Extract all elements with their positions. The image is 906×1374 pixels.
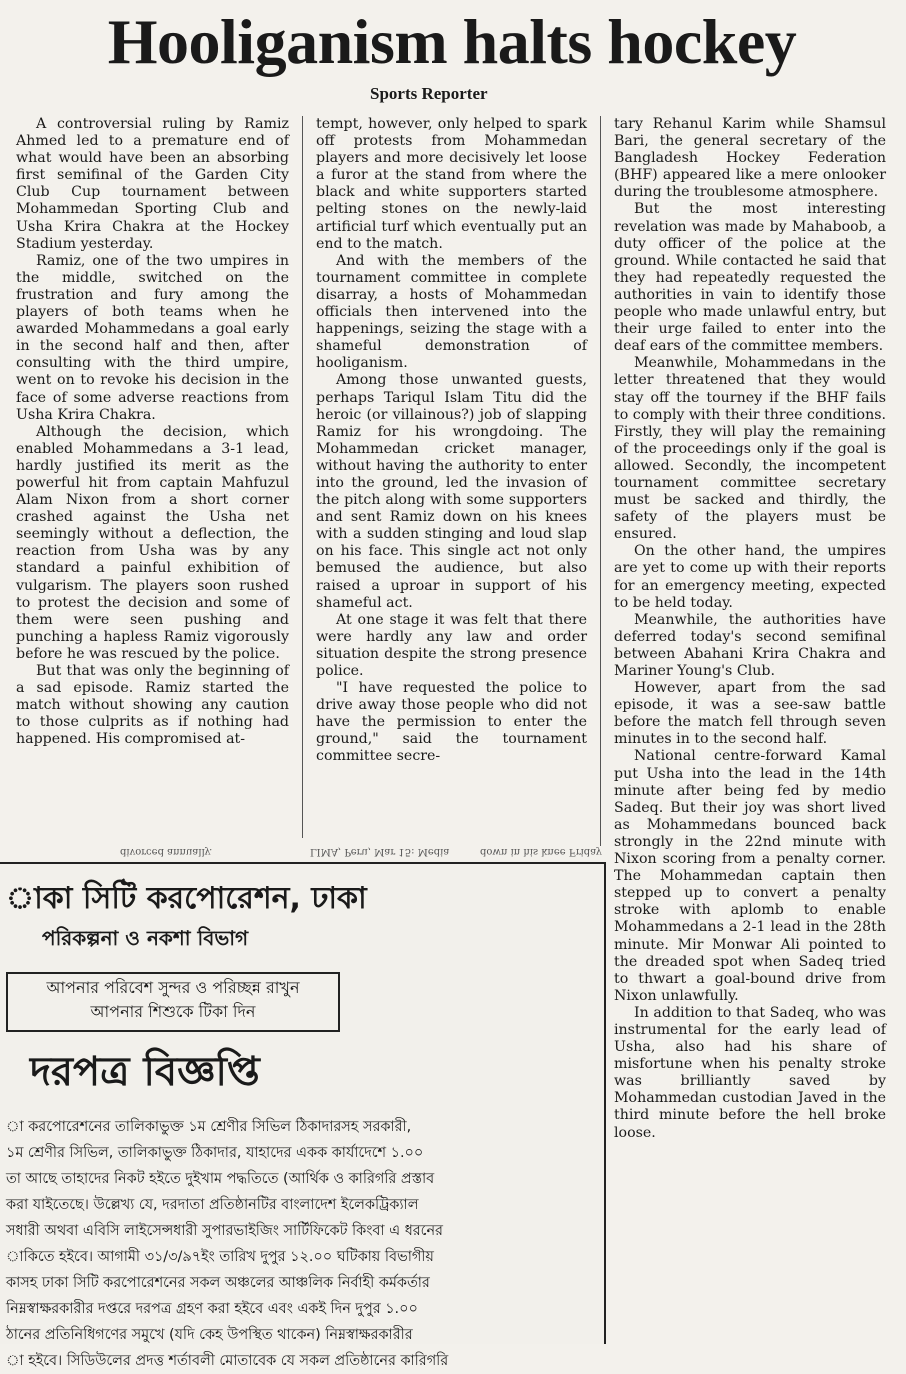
paragraph: At one stage it was felt that there were hardly any law and order situation despite the strong presence police. xyxy=(316,611,587,679)
ad-line: ১ম শ্রেণীর সিভিল, তালিকাভুক্ত ঠিকাদার, যাহাদের একক কার্যাদেশে ১.০০ xyxy=(6,1145,424,1161)
paragraph: But the most interesting revelation was made by Mahaboob, a duty officer of the police at the ground. While contacted he said that they had repeatedly requested the authorities in vain to identify those people who made unlawful entry, but their urge failed to enter into the deaf ears of the committee members. xyxy=(614,201,886,355)
paragraph: tempt, however, only helped to spark off protests from Mohammedan players and more decisively let loose a furor at the stand from where the black and white supporters started pelting stones on the newly-laid artificial turf which eventually put an end to the match. xyxy=(316,116,587,252)
article-column-2 xyxy=(316,116,587,838)
ad-line: কাসহ ঢাকা সিটি করপোরেশনের সকল অঞ্চলের আঞ্চলিক নির্বাহী কর্মকর্তার xyxy=(6,1275,430,1291)
ad-department: পরিকল্পনা ও নকশা বিভাগ xyxy=(42,926,249,950)
paragraph: In addition to that Sadeq, who was instrumental for the early lead of Usha, also had his share of misfortune when his penalty stroke was brilliantly saved by Mohammedan custodian Javed in the third minute before the hell broke loose. xyxy=(614,1004,886,1141)
ad-line: া করপোরেশনের তালিকাভুক্ত ১ম শ্রেণীর সিভিল ঠিকাদারসহ সরকারী, xyxy=(6,1119,412,1135)
paragraph: "I have requested the police to drive away those people who did not have the permission to enter the ground," said the tournament committee secre- xyxy=(316,680,587,765)
paragraph: And with the members of the tournament committee in complete disarray, a hosts of Mohammedan officials then intervened into the happenings, seizing the stage with a shameful demonstration of hooliganism. xyxy=(316,252,587,372)
tender-advertisement xyxy=(0,862,606,1369)
paragraph: A controversial ruling by Ramiz Ahmed led to a premature end of what would have been an absorbing first semifinal of the Garden City Club Cup tournament between Mohammedan Sporting Club and Usha Krira Chakra at the Hockey Stadium yesterday. xyxy=(16,116,289,252)
paragraph: Among those unwanted guests, perhaps Tariqul Islam Titu did the heroic (or villainous?) job of slapping Ramiz for his wrongdoing. The Mohammedan cricket manager, without having the authority to enter into the ground, led the invasion of the pitch along with some supporters and sent Ramiz down on his knees with a sudden stinging and loud slap on his face. This single act not only bemused the audience, but also raised a uproar in support of his shameful act. xyxy=(316,372,587,611)
paragraph: Ramiz, one of the two umpires in the middle, switched on the frustration and fury among the players of both teams when he awarded Mohammedans a goal early in the second half and then, after consulting with the third umpire, went on to revoke his decision in the face of some adverse reactions from Usha Krira Chakra. xyxy=(16,252,289,423)
headline: Hooliganism halts hockey xyxy=(107,6,797,77)
column-rule xyxy=(600,116,601,846)
ad-line: তা আছে তাহাদের নিকট হইতে দুইখাম পদ্ধতিতে (আর্থিক ও কারিগরি প্রস্তাব xyxy=(6,1171,435,1187)
paragraph: But that was only the beginning of a sad episode. Ramiz started the match without showing any caution to those culprits as if nothing had happened. His compromised at- xyxy=(16,663,289,748)
ad-line: া হইবে। সিডিউলের প্রদত্ত শর্তাবলী মোতাবেক যে সকল প্রতিষ্ঠানের কারিগরি xyxy=(6,1353,449,1369)
paragraph: Meanwhile, the authorities have deferred today's second semifinal between Abahani Krira Chakra and Mariner Young's Club. xyxy=(614,611,886,679)
byline: Sports Reporter xyxy=(370,84,488,103)
article-column-1 xyxy=(16,116,289,836)
article-column-3 xyxy=(614,116,886,1331)
ad-title: াকা সিটি করপোরেশন, ঢাকা xyxy=(6,881,367,916)
paragraph: On the other hand, the umpires are yet to come up with their reports for an emergency meeting, expected to be held today. xyxy=(614,543,886,611)
paragraph: Meanwhile, Mohammedans in the letter threatened that they would stay off the tourney if the BHF fails to comply with their three conditions. Firstly, they will play the remaining of the proceedings only if the goal is allowed. Secondly, the incompetent tournament committee secretary must be sacked and thirdly, the safety of the players must be ensured. xyxy=(614,355,886,543)
ad-tender-heading: দরপত্র বিজ্ঞপ্তি xyxy=(30,1049,260,1095)
ad-line: াকিতে হইবে। আগামী ৩১/৩/৯৭ইং তারিখ দুপুর ১২.০০ ঘটিকায় বিভাগীয় xyxy=(6,1249,434,1265)
paragraph: However, apart from the sad episode, it was a see-saw battle before the match fell through seven minutes in to the second half. xyxy=(614,680,886,748)
column-rule xyxy=(302,116,303,838)
ad-line: করা যাইতেছে। উল্লেখ্য যে, দরদাতা প্রতিষ্ঠানটির বাংলাদেশ ইলেকট্রিক্যাল xyxy=(6,1197,419,1213)
ad-line: নিম্নস্বাক্ষরকারীর দপ্তরে দরপত্র গ্রহণ করা হইবে এবং একই দিন দুপুর ১.০০ xyxy=(6,1301,418,1317)
bleed-through-line: LIMA, Peru, Mar 15: Media xyxy=(310,846,450,857)
ad-slogan: আপনার শিশুকে টিকা দিন xyxy=(90,1002,256,1021)
paragraph: tary Rehanul Karim while Shamsul Bari, the general secretary of the Bangladesh Hockey Federation (BHF) appeared like a mere onlooker during the troublesome atmosphere. xyxy=(614,116,886,201)
bleed-through-line: divorced annually. xyxy=(120,846,213,857)
ad-body xyxy=(6,1114,596,1374)
ad-slogan: আপনার পরিবেশ সুন্দর ও পরিচ্ছন্ন রাখুন xyxy=(46,978,300,997)
ad-line: সধারী অথবা এবিসি লাইসেন্সধারী সুপারভাইজিং সার্টিফিকেট কিংবা এ ধরনের xyxy=(6,1223,443,1239)
ad-line: ঠানের প্রতিনিধিগণের সমুখে (যদি কেহ উপস্থিত থাকেন) নিম্নস্বাক্ষরকারীর xyxy=(6,1327,413,1343)
paragraph: Although the decision, which enabled Mohammedans a 3-1 lead, hardly justified its merit as the powerful hit from captain Mahfuzul Alam Nixon from a short corner crashed against the Usha net seemingly without a deflection, the reaction from Usha was by any standard a painful exhibition of vulgarism. The players soon rushed to protest the decision and some of them were seen pushing and punching a hapless Ramiz vigorously before he was rescued by the police. xyxy=(16,423,289,662)
bleed-through-line: down in his knee Friday xyxy=(480,846,602,857)
ad-slogan-box xyxy=(6,972,340,1032)
paragraph: National centre-forward Kamal put Usha into the lead in the 14th minute after being fed by medio Sadeq. But their joy was short lived as Mohammedans bounced back strongly in the 22nd minute with Nixon scoring from a penalty corner. The Mohammedan captain then stepped up to convert a penalty stroke with aplomb to enable Mohammedans a 2-1 lead in the 28th minute. Mir Monwar Ali pointed to the dreaded spot when Sadeq tried to thwart a goal-bound drive from Nixon unlawfully. xyxy=(614,748,886,1004)
